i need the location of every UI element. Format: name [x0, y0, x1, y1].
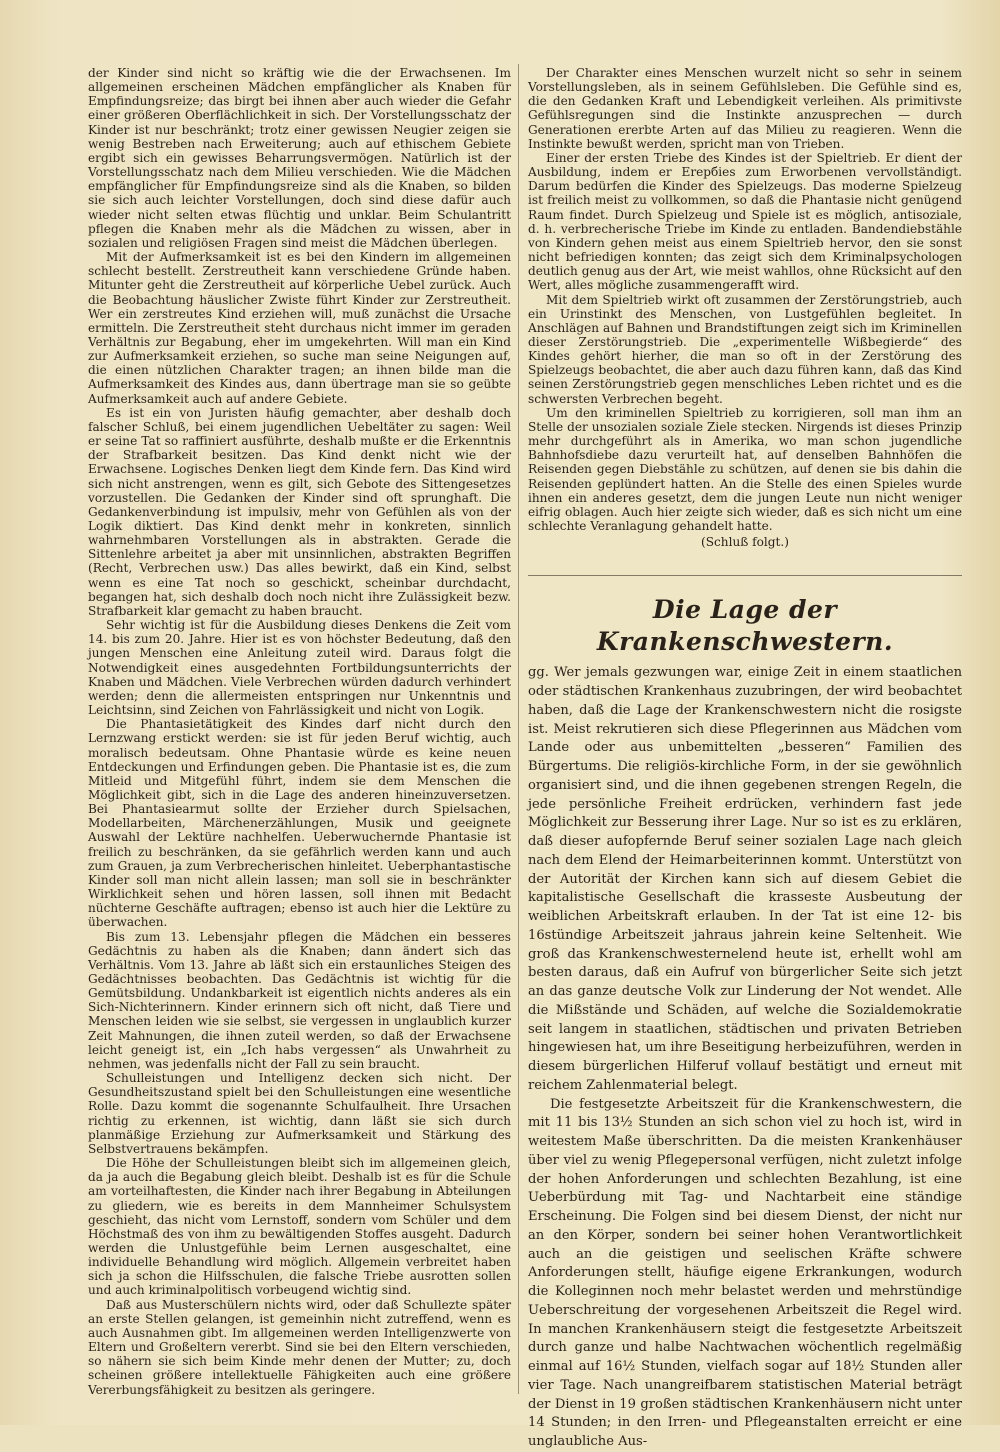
- article-paragraph: gg. Wer jemals gezwungen war, einige Zeit in einem staatlichen oder städtischen Krankenhaus zuzubringen, der wird beobachtet haben, daß die Lage der Krankenschwestern nicht die rosigste ist. Meist rekrutieren sich diese Pflegerinnen aus Mädchen vom Lande oder aus unbemittelten „besseren“ Familien des Bürgertums. Die religiös-kirchliche Form, in der sie gewöhnlich organisiert sind, und die ihnen gegebenen strengen Regeln, die jede persönliche Freiheit erdrücken, verhindern fast jede Möglichkeit zur Besserung ihrer Lage. Nur so ist es zu erklären, daß dieser aufopfernde Beruf seiner sozialen Lage nach gleich nach dem Elend der Heimarbeiterinnen kommt. Unterstützt von der Autorität der Kirchen kann sich auf diesem Gebiet die kapitalistische Gesellschaft die krasseste Ausbeutung der weiblichen Arbeitskraft erlauben. In der Tat ist eine 12- bis 16stündige Arbeitszeit jahraus jahrein keine Seltenheit. Wie groß das Krankenschwesternelend heute ist, erhellt wohl am besten daraus, daß ein Aufruf von bürgerlicher Seite sich jetzt an das ganze deutsche Volk zur Linderung der Not wendet. Alle die Mißstände und Schäden, auf welche die Sozialdemokratie seit langem in staatlichen, städtischen und privaten Betrieben hingewiesen hat, um ihre Beseitigung herbeizuführen, werden in diesem bürgerlichen Hilferuf vollauf bestätigt und erneut mit reichem Zahlenmaterial belegt.: [528, 665, 962, 1093]
- article-paragraph: Die Höhe der Schulleistungen bleibt sich im allgemeinen gleich, da ja auch die Begabung gleich bleibt. Deshalb ist es für die Schule am vorteilhaftesten, die Kinder nach ihrer Begabung in Abteilungen zu gliedern, wie es bereits in dem Mannheimer Schulsystem geschieht, das nicht vom Lernstoff, sondern vom Schüler und dem Höchstmaß des von ihm zu bewältigenden Stoffes ausgeht. Dadurch werden die Unlustgefühle beim Lernen ausgeschaltet, eine individuelle Behandlung wird möglich. Allgemein verbreitet haben sich ja schon die Hilfsschulen, die falsche Triebe ausrotten sollen und auch kriminalpolitisch vorbeugend wichtig sind.: [88, 1156, 511, 1298]
- right-column: [528, 66, 962, 1450]
- article-paragraph: Die Phantasietätigkeit des Kindes darf nicht durch den Lernzwang erstickt werden: sie ist für jeden Beruf wichtig, auch moralisch bedeutsam. Ohne Phantasie würde es keine neuen Entdeckungen und Erfindungen geben. Die Phantasie ist es, die zum Mitleid und Mitgefühl führt, indem sie dem Menschen die Möglichkeit gibt, sich in die Lage des anderen hineinzuversetzen. Bei Phantasiearmut sollte der Erzieher durch Spielsachen, Modellarbeiten, Märchenerzählungen, Musik und geeignete Auswahl der Lektüre nachhelfen. Ueberwuchernde Phantasie ist freilich zu beschränken, da sie gefährlich werden kann und auch zum Grauen, ja zum Verbrecherischen hinleitet. Ueberphantastische Kinder soll man nicht allein lassen; man soll sie in beschränkter Wirklichkeit sehen und hören lassen, soll ihnen mit Bedacht nüchterne Geschäfte auftragen; ebenso ist auch hier die Lektüre zu überwachen.: [88, 717, 511, 930]
- article-paragraph: der Kinder sind nicht so kräftig wie die der Erwachsenen. Im allgemeinen erscheinen Mädchen empfänglicher als Knaben für Empfindungsreize; das birgt bei ihnen aber auch wieder die Gefahr einer größeren Oberflächlichkeit in sich. Der Vorstellungsschatz der Kinder ist nur beschränkt; trotz einer gewissen Neugier zeigen sie wenig Bestreben nach Erweiterung; auch auf ethischem Gebiete ergibt sich ein gewisses Beharrungsvermögen. Natürlich ist der Vorstellungsschatz nach dem Milieu verschieden. Wie die Mädchen empfänglicher für Empfindungsreize sind als die Knaben, so bilden sie sich auch leichter Vorstellungen, doch sind diese dafür auch wieder nicht selten etwas flüchtig und unklar. Beim Schulantritt pflegen die Knaben mehr als die Mädchen zu wissen, aber in sozialen und religiösen Fragen sind meist die Mädchen überlegen.: [88, 66, 511, 250]
- article-paragraph: Schulleistungen und Intelligenz decken sich nicht. Der Gesundheitszustand spielt bei den Schulleistungen eine wesentliche Rolle. Dazu kommt die sogenannte Schulfaulheit. Ihre Ursachen richtig zu erkennen, ist wichtig, dann läßt sie sich durch planmäßige Erziehung zur Aufmerksamkeit und Stärkung des Selbstvertrauens bekämpfen.: [88, 1071, 511, 1156]
- article-paragraph: Einer der ersten Triebe des Kindes ist der Spieltrieb. Er dient der Ausbildung, indem er Erербies zum Erworbenen vervollständigt. Darum bedürfen die Kinder des Spielzeugs. Das moderne Spielzeug ist freilich meist zu vollkommen, so daß die Phantasie nicht genügend Raum findet. Durch Spielzeug und Spiele ist es möglich, antisoziale, d. h. verbrecherische Triebe im Kinde zu entladen. Bandendiebstähle von Kindern gehen meist aus einem Spieltrieb hervor, den sie sonst nicht befriedigen konnten; das zeigt sich dem Kriminalpsychologen deutlich genug aus der Art, wie meist wahllos, ohne Rücksicht auf den Wert, alles mögliche zusammengerafft wird.: [528, 150, 962, 293]
- article-paragraph: Um den kriminellen Spieltrieb zu korrigieren, soll man ihm an Stelle der unsozialen soziale Ziele stecken. Nirgends ist dieses Prinzip mehr durchgeführt als in Amerika, wo man schon jugendliche Bahnhofsdiebe dazu verurteilt hat, auf denselben Bahnhöfen die Reisenden gegen Diebstähle zu schützen, auf denen sie bis dahin die Reisenden geplündert hatten. An die Stelle des einen Spieles wurde ihnen ein anderes gesetzt, dem die jungen Leute nun nicht weniger eifrig oblagen. Auch hier zeigte sich wieder, daß es sich nicht um eine schlechte Veranlagung gehandelt hatte.: [528, 405, 962, 533]
- article-headline: Die Lage der Krankenschwestern.: [596, 595, 894, 657]
- article-paragraph: Mit der Aufmerksamkeit ist es bei den Kindern im allgemeinen schlecht bestellt. Zerstreutheit kann verschiedene Gründe haben. Mitunter geht die Zerstreutheit auf körperliche Uebel zurück. Auch die Beobachtung häuslicher Zwiste führt Kinder zur Zerstreutheit. Wer ein zerstreutes Kind erziehen will, muß zunächst die Ursache ermitteln. Die Zerstreutheit steht durchaus nicht immer im geraden Verhältnis zur Begabung, eher im umgekehrten. Will man ein Kind zur Aufmerksamkeit erziehen, so suche man seine Neigungen auf, die einen nützlichen Charakter tragen; an ihnen bilde man die Aufmerksamkeit des Kindes aus, dann übertrage man sie so geübte Aufmerksamkeit auch auf andere Gebiete.: [88, 250, 511, 406]
- left-column: [88, 66, 511, 1396]
- krankenschwestern-article: [528, 664, 962, 1452]
- article-paragraph: Bis zum 13. Lebensjahr pflegen die Mädchen ein besseres Gedächtnis zu haben als die Knaben; dann ändert sich das Verhältnis. Vom 13. Jahre ab läßt sich ein erstaunliches Steigen des Gedächtnisses beobachten. Das Gedächtnis ist wichtig für die Gemütsbildung. Undankbarkeit ist eigentlich nichts anderes als ein Sich-Nichterinnern. Kinder erinnern sich oft nicht, daß Tiere und Menschen leiden wie sie selbst, sie vergessen in unglaublich kurzer Zeit Mahnungen, die ihnen zuteil werden, so daß der Erwachsene leicht geneigt ist, ein „Ich habs vergessen“ als Unwahrheit zu nehmen, was jedenfalls nicht der Fall zu sein braucht.: [88, 929, 511, 1071]
- article-paragraph: Der Charakter eines Menschen wurzelt nicht so sehr in seinem Vorstellungsleben, als in seinem Gefühlsleben. Die Gefühle sind es, die den Gedanken Kraft und Lebendigkeit verleihen. Als primitivste Gefühlsregungen sind die Instinkte anzusprechen — durch Generationen ererbte Arten auf das Milieu zu reagieren. Wenn die Instinkte bewußt werden, spricht man von Trieben.: [528, 66, 962, 151]
- article-paragraph: Mit dem Spieltrieb wirkt oft zusammen der Zerstörungstrieb, auch ein Urinstinkt des Menschen, von Lustgefühlen begleitet. In Anschlägen auf Bahnen und Brandstiftungen zeigt sich im Kriminellen dieser Zerstörungstrieb. Die „experimentelle Wißbegierde“ des Kindes gehört hierher, die man so oft in der Zerstörung des Spielzeugs beobachtet, die aber auch dazu führen kann, daß das Kind seinen Zerstörungstrieb gegen menschliches Leben richtet und es die schwersten Verbrechen begeht.: [528, 292, 962, 406]
- section-rule: [528, 575, 962, 576]
- article-paragraph: Es ist ein von Juristen häufig gemachter, aber deshalb doch falscher Schluß, bei einem jugendlichen Uebeltäter zu sagen: Weil er seine Tat so raffiniert ausführte, deshalb mußte er die Erkenntnis der Strafbarkeit besitzen. Das Kind denkt nicht wie der Erwachsene. Logisches Denken liegt dem Kinde fern. Das Kind wird sich nicht anstrengen, wenn es gilt, sich Gebote des Sittengesetzes vorzustellen. Die Gedanken der Kinder sind oft sprunghaft. Die Gedankenverbindung ist impulsiv, mehr von Gefühlen als von der Logik diktiert. Das Kind denkt mehr in konkreten, sinnlich wahrnehmbaren Vorstellungen als in abstrakten. Gerade die Sittenlehre arbeitet ja aber mit unsinnlichen, abstrakten Begriffen (Recht, Verbrechen usw.) Das alles bewirkt, daß ein Kind, selbst wenn es eine Tat noch so geschickt, scheinbar durchdacht, begangen hat, sich deshalb doch noch nicht ihre Zulässigkeit bezw. Strafbarkeit klar gemacht zu haben braucht.: [88, 405, 511, 618]
- article-paragraph: Die festgesetzte Arbeitszeit für die Krankenschwestern, die mit 11 bis 13½ Stunden an sich schon viel zu hoch ist, wird in weitestem Maße überschritten. Da die meisten Krankenhäuser über viel zu wenig Pflegepersonal verfügen, nicht zuletzt infolge der hohen Anforderungen und schlechten Bezahlung, ist eine Ueberbürdung mit Tag- und Nachtarbeit eine ständige Erscheinung. Die Folgen sind bei diesem Dienst, der nicht nur an den Körper, sondern bei seiner hohen Verantwortlichkeit auch an die geistigen und seelischen Kräfte schwere Anforderungen stellt, häufige eigene Erkrankungen, wodurch die Kolleginnen noch mehr belastet werden und mehrstündige Ueberschreitung der vorgesehenen Arbeitszeit die Regel wird. In manchen Krankenhäusern steigt die festgesetzte Arbeitszeit durch ganze und halbe Nachtwachen wöchentlich regelmäßig einmal auf 16½ Stunden, vielfach sogar auf 18½ Stunden aller vier Tage. Nach unangreifbarem statistischen Material beträgt der Dienst in 19 großen städtischen Krankenhäusern nicht unter 14 Stunden; in den Irren- und Pflegeanstalten erreicht er eine unglaubliche Aus-: [528, 1096, 962, 1450]
- article-paragraph: Sehr wichtig ist für die Ausbildung dieses Denkens die Zeit vom 14. bis zum 20. Jahre. Hier ist es von höchster Bedeutung, daß den jungen Menschen eine Anleitung zuteil wird. Daraus folgt die Notwendigkeit eines ausgedehnten Fortbildungsunterrichts der Knaben und Mädchen. Viele Verbrechen würden dadurch verhindert werden; denn die allermeisten entspringen nur Unkenntnis und Leichtsinn, sind Zeichen von Fahrlässigkeit und nicht von Logik.: [88, 618, 511, 718]
- continuation-note: (Schluß folgt.): [701, 535, 789, 550]
- article-paragraph: Daß aus Musterschülern nichts wird, oder daß Schullezte später an erste Stellen gelangen, ist gemeinhin nicht zutreffend, wenn es auch Ausnahmen gibt. Im allgemeinen werden Intelligenzwerte von Eltern und Großeltern vererbt. Sind sie bei den Eltern verschieden, so nähern sie sich beim Kinde mehr denen der Mutter; zu, doch scheinen größere intellektuelle Fähigkeiten auch eine größere Vererbungsfähigkeit zu besitzen als geringere.: [88, 1297, 511, 1397]
- column-divider: [518, 64, 519, 1394]
